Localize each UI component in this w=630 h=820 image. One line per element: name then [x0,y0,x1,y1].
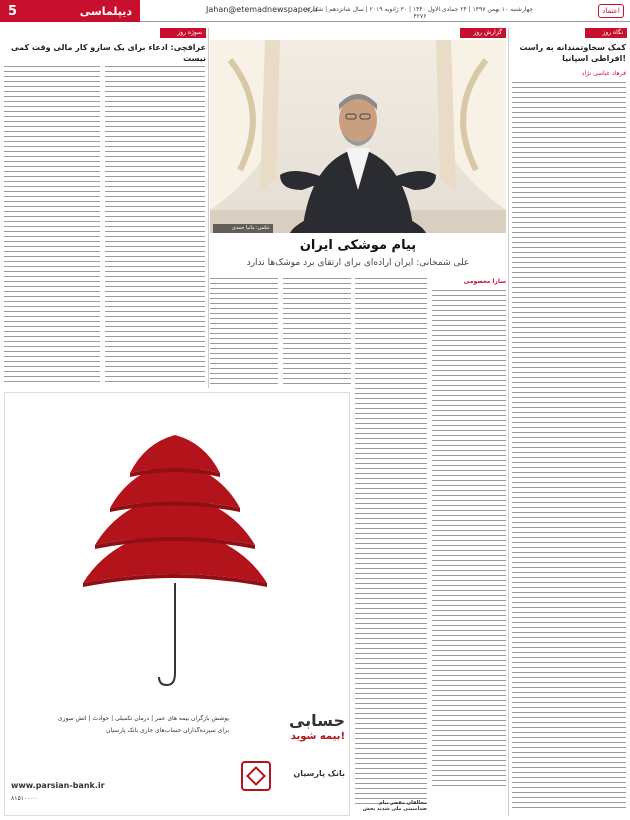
right-column-headline: کمک سخاوتمندانه به راست افراطی اسپانیا! [519,43,626,63]
email-address: Jahan@etemadnewspaper.ir [206,5,319,14]
left-column-headline: عراقچی: ادعاء برای یک سازو کار مالی وقت کمی نیست [11,43,206,63]
ad-slogan: حسابی [288,711,345,730]
bank-url[interactable]: www.parsian-bank.ir [11,781,105,790]
ad-slogan-sub: بیمه شوید! [290,731,345,742]
main-body-col-4 [210,278,278,390]
main-story-label: گزارش روز [460,28,506,38]
page-header-box [0,0,140,22]
right-column-body [512,82,626,812]
section-title: دیپلماسی [79,4,132,18]
bank-phone: ۸۱۵۱۰۰۰۰ [11,795,37,802]
bank-advertisement[interactable] [4,392,350,816]
date-line: چهارشنبه ۱۰ بهمن ۱۳۹۷ | ۲۴ جمادی الاول ۱۴۴۰ | ۳۰ ژانویه ۲۰۱۹ | سال شانزدهم | شماره ۴۲۷۶ [306,6,534,20]
main-body-col-1 [432,290,506,810]
right-column-label: نگاه روز [585,28,627,38]
main-subhead: علی شمخانی: ایران اراده‌ای برای ارتقای برد موشک‌ها ندارد [246,258,470,268]
main-footer-caption: مخالفان مقصر پیام ضدامنیتی ملی شدند بخش [362,800,427,812]
main-headline: پیام موشکی ایران [299,238,417,253]
left-body-col-2 [4,66,100,386]
umbrella-illustration [75,433,275,693]
main-body-col-3 [283,278,351,390]
column-divider [208,28,209,388]
ad-body-line-1: پوشش بازگران بیمه های عمر | درمان تکمیلی | حوادث | آتش سوزی [57,715,229,722]
page-number: 5 [8,3,18,19]
newspaper-logo: اعتماد [598,4,624,18]
main-body-col-2 [355,278,427,810]
photo-credit: عکس: مانیا حمدی [213,224,273,233]
main-byline: سارا معصومی [463,278,506,285]
bank-logo-icon [241,761,271,791]
left-column-label: سوژه روز [160,28,206,38]
main-photo [210,40,506,233]
column-divider [508,28,509,816]
right-column-byline: فرهاد عباسی نژاد [581,70,626,77]
left-body-col-1 [105,66,205,386]
masthead [0,0,630,22]
bank-name: بانک پارسیان [293,769,345,778]
ad-body-line-2: برای سپرده‌گذاران حساب‌های جاری بانک پارسیان [106,727,229,734]
